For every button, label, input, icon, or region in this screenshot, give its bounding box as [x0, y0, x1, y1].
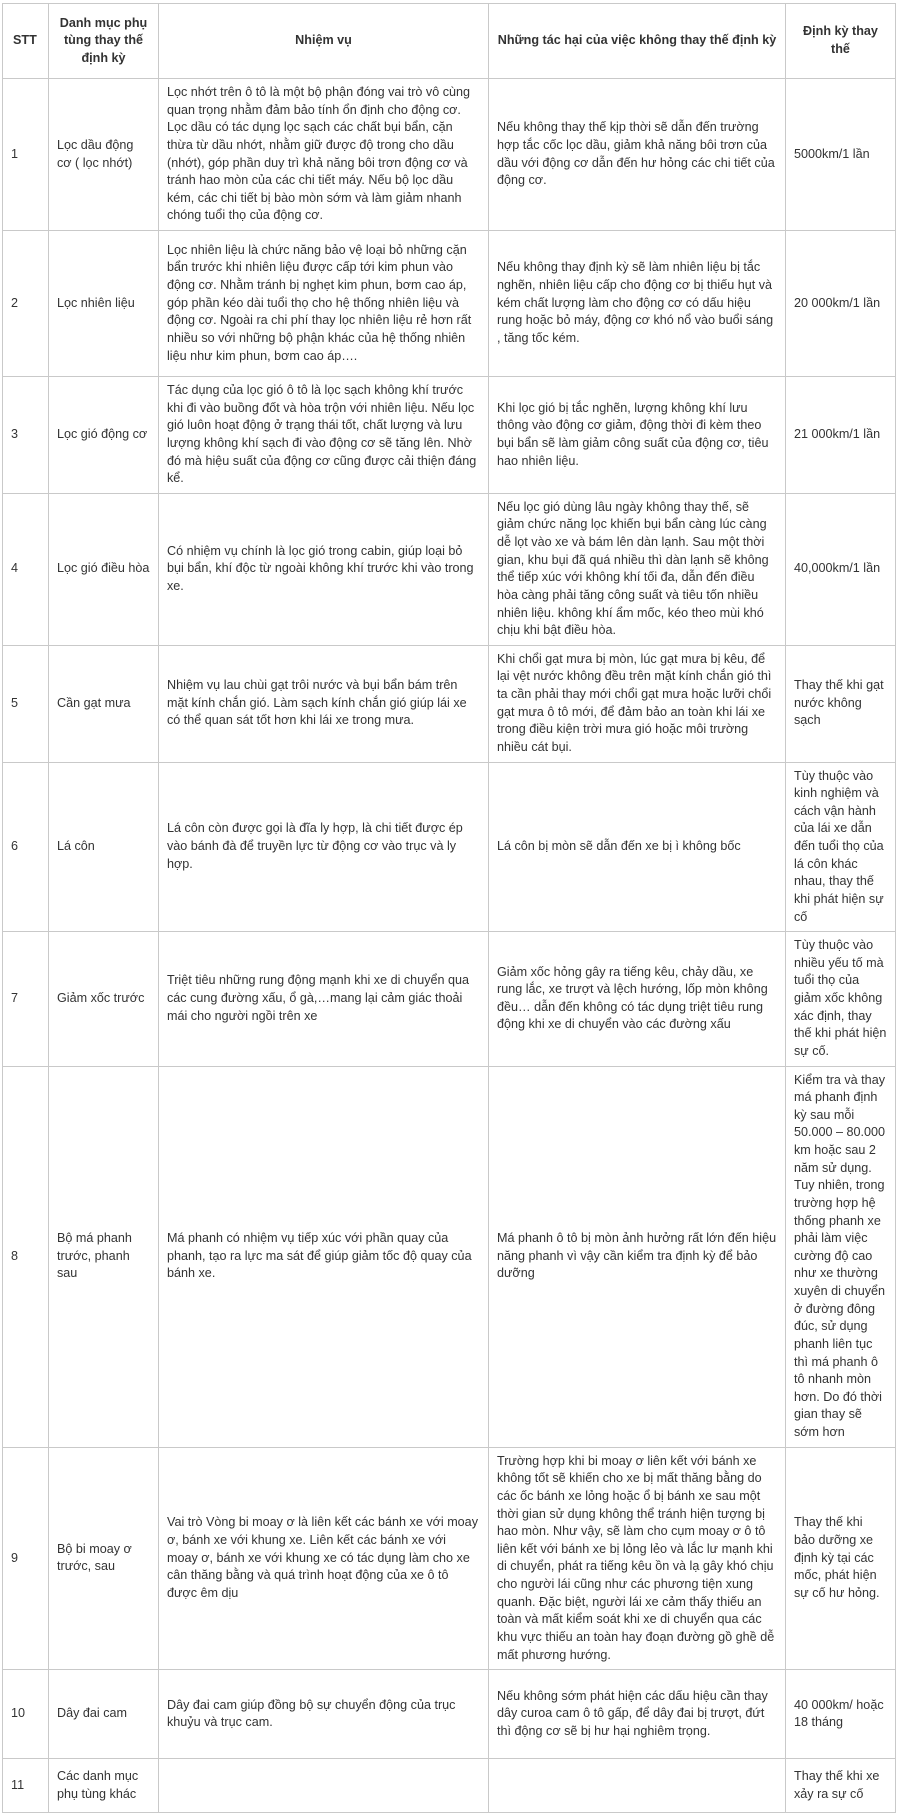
cell-stt: 6	[3, 762, 49, 932]
table-body	[3, 79, 896, 1813]
header-period: Định kỳ thay thế	[786, 4, 896, 79]
cell-stt: 4	[3, 493, 49, 645]
cell-period: 21 000km/1 lần	[786, 377, 896, 494]
cell-period: Thay thế khi gạt nước không sạch	[786, 645, 896, 762]
cell-period: Kiểm tra và thay má phanh định kỳ sau mỗi 50.000 – 80.000 km hoặc sau 2 năm sử dụng. Tuy nhiên, trong trường hợp hệ thống phanh xe phải làm việc cường độ cao như xe thường xuyên di chuyển ở đường đông đúc, sử dụng phanh liên tục thì má phanh ô tô nhanh mòn hơn. Do đó thời gian thay sẽ sớm hơn	[786, 1066, 896, 1447]
cell-period: 20 000km/1 lần	[786, 231, 896, 377]
cell-harm	[489, 1759, 786, 1813]
cell-stt: 11	[3, 1759, 49, 1813]
cell-period: 5000km/1 lần	[786, 79, 896, 231]
header-stt: STT	[3, 4, 49, 79]
cell-task: Có nhiệm vụ chính là lọc gió trong cabin, giúp loại bỏ bụi bẩn, khí độc từ ngoài không khí trước khi vào trong xe.	[159, 493, 489, 645]
cell-part: Cần gạt mưa	[49, 645, 159, 762]
header-row	[3, 4, 896, 79]
cell-period: Thay thế khi xe xảy ra sự cố	[786, 1759, 896, 1813]
cell-part: Dây đai cam	[49, 1670, 159, 1759]
table-row	[3, 932, 896, 1066]
cell-harm: Nếu không sớm phát hiện các dấu hiệu cần thay dây curoa cam ô tô gấp, để dây đai bị trượt, đứt thì động cơ sẽ bị hư hại nghiêm trọng.	[489, 1670, 786, 1759]
header-part: Danh mục phụ tùng thay thế định kỳ	[49, 4, 159, 79]
cell-harm: Khi lọc gió bị tắc nghẽn, lượng không khí lưu thông vào động cơ giảm, động thời đi kèm theo bụi bẩn sẽ làm giảm công suất của động cơ, tiêu hao nhiên liệu.	[489, 377, 786, 494]
cell-task: Lọc nhớt trên ô tô là một bộ phận đóng vai trò vô cùng quan trọng nhằm đảm bảo tính ổn định cho động cơ. Lọc dầu có tác dụng lọc sạch các chất bụi bẩn, cặn thừa từ dầu nhớt, nhằm giữ được độ trong cho dầu (nhớt), góp phần duy trì khả năng bôi trơn động cơ và tránh hao mòn của các chi tiết máy. Nếu bộ lọc dầu kém, các chi tiết bị bào mòn sớm và làm giảm nhanh chóng tuổi thọ của động cơ.	[159, 79, 489, 231]
cell-stt: 1	[3, 79, 49, 231]
cell-period: Tùy thuộc vào nhiều yếu tố mà tuổi thọ của giảm xốc không xác định, thay thế khi phát hiện sự cố.	[786, 932, 896, 1066]
cell-harm: Má phanh ô tô bị mòn ảnh hưởng rất lớn đến hiệu năng phanh vì vậy cần kiểm tra định kỳ để bảo dưỡng	[489, 1066, 786, 1447]
table-row	[3, 1759, 896, 1813]
table-row	[3, 231, 896, 377]
cell-task	[159, 1759, 489, 1813]
cell-stt: 2	[3, 231, 49, 377]
cell-part: Bộ má phanh trước, phanh sau	[49, 1066, 159, 1447]
cell-stt: 5	[3, 645, 49, 762]
cell-period: 40,000km/1 lần	[786, 493, 896, 645]
cell-stt: 8	[3, 1066, 49, 1447]
cell-harm: Nếu lọc gió dùng lâu ngày không thay thế, sẽ giảm chức năng lọc khiến bụi bẩn càng lúc càng dễ lọt vào xe và bám lên dàn lạnh. Sau một thời gian, khu bụi đã quá nhiều thì dàn lạnh sẽ không thể tiếp xúc với không khí tối đa, dẫn đến điều hòa càng phải tăng công suất và tiêu tốn nhiều nhiên liệu. không khí ẩm mốc, kéo theo mùi khó chịu khi bật điều hòa.	[489, 493, 786, 645]
cell-part: Giảm xốc trước	[49, 932, 159, 1066]
cell-task: Lọc nhiên liệu là chức năng bảo vệ loại bỏ những cặn bẩn trước khi nhiên liệu được cấp tới kim phun vào động cơ. Nhằm tránh bị nghẹt kim phun, bơm cao áp, góp phần kéo dài tuổi thọ cho hệ thống nhiên liệu và động cơ. Ngoài ra chi phí thay lọc nhiên liệu rẻ hơn rất nhiều so với những bộ phận khác của hệ thống nhiên liệu như kim phun, bơm cao áp….	[159, 231, 489, 377]
cell-part: Lọc nhiên liệu	[49, 231, 159, 377]
table-row	[3, 79, 896, 231]
cell-stt: 10	[3, 1670, 49, 1759]
header-task: Nhiệm vụ	[159, 4, 489, 79]
cell-task: Má phanh có nhiệm vụ tiếp xúc với phần quay của phanh, tạo ra lực ma sát để giúp giảm tốc độ quay của bánh xe.	[159, 1066, 489, 1447]
cell-task: Lá côn còn được gọi là đĩa ly hợp, là chi tiết được ép vào bánh đà để truyền lực từ động cơ vào trục và ly hợp.	[159, 762, 489, 932]
table-row	[3, 1670, 896, 1759]
cell-task: Nhiệm vụ lau chùi gạt trôi nước và bụi bẩn bám trên mặt kính chắn gió. Làm sạch kính chắn gió giúp lái xe có thể quan sát tốt hơn khi lái xe trong mưa.	[159, 645, 489, 762]
cell-task: Tác dụng của lọc gió ô tô là lọc sạch không khí trước khi đi vào buồng đốt và hòa trộn với nhiên liệu. Nếu lọc gió luôn hoạt động ở trạng thái tốt, chất lượng và lưu lượng không khí sạch đi vào động cơ sẽ tăng lên. Nhờ đó mà hiệu suất của động cơ cũng được cải thiện đáng kể.	[159, 377, 489, 494]
header-harm: Những tác hại của việc không thay thế định kỳ	[489, 4, 786, 79]
cell-part: Lọc gió động cơ	[49, 377, 159, 494]
table-row	[3, 1066, 896, 1447]
table-row	[3, 1447, 896, 1670]
table-row	[3, 377, 896, 494]
cell-stt: 3	[3, 377, 49, 494]
cell-harm: Nếu không thay thế kịp thời sẽ dẫn đến trường hợp tắc cốc lọc dầu, giảm khả năng bôi trơn của dầu với động cơ dẫn đến hư hỏng các chi tiết của động cơ.	[489, 79, 786, 231]
cell-period: Tùy thuộc vào kinh nghiệm và cách vận hành của lái xe dẫn đến tuổi thọ của lá côn khác nhau, thay thế khi phát hiện sự cố	[786, 762, 896, 932]
cell-part: Lá côn	[49, 762, 159, 932]
cell-harm: Lá côn bị mòn sẽ dẫn đến xe bị ì không bốc	[489, 762, 786, 932]
cell-harm: Khi chổi gạt mưa bị mòn, lúc gạt mưa bị kêu, để lại vệt nước không đều trên mặt kính chắn gió thì ta cần phải thay mới chổi gạt mưa hoặc lưỡi chổi gạt mưa ô tô mới, để đảm bảo an toàn khi lái xe trong điều kiện trời mưa gió hoặc môi trường nhiều cát bụi.	[489, 645, 786, 762]
cell-part: Lọc dầu động cơ ( lọc nhớt)	[49, 79, 159, 231]
cell-part: Lọc gió điều hòa	[49, 493, 159, 645]
cell-period: 40 000km/ hoặc 18 tháng	[786, 1670, 896, 1759]
maintenance-parts-table	[2, 3, 896, 1813]
cell-task: Vai trò Vòng bi moay ơ là liên kết các bánh xe với moay ơ, bánh xe với khung xe. Liên kết các bánh xe với moay ơ, bánh xe với khung xe có tác dụng làm cho xe cân thăng bằng và quá trình hoạt động của xe ô tô được êm dịu	[159, 1447, 489, 1670]
table-row	[3, 762, 896, 932]
table-row	[3, 493, 896, 645]
cell-part: Các danh mục phụ tùng khác	[49, 1759, 159, 1813]
table-row	[3, 645, 896, 762]
cell-harm: Trường hợp khi bi moay ơ liên kết với bánh xe không tốt sẽ khiến cho xe bị mất thăng bằng do các ốc bánh xe lỏng hoặc ổ bị bánh xe sau một thời gian sử dụng không thể tránh hiện tượng bị hao mòn. Như vậy, sẽ làm cho cụm moay ơ ô tô liên kết với bánh xe bị lỏng lẻo và lắc lư mạnh khi di chuyển, phát ra tiếng kêu ồn và lạ gây khó chịu cho người lái cũng như các phương tiện xung quanh. Đặc biệt, người lái xe cảm thấy thiếu an toàn và mất kiểm soát khi xe di chuyển qua các khu vực thiếu an toàn hay đoạn đường gồ ghề dễ mất phương hướng.	[489, 1447, 786, 1670]
cell-harm: Nếu không thay định kỳ sẽ làm nhiên liệu bị tắc nghẽn, nhiên liệu cấp cho động cơ bị thiếu hụt và kém chất lượng làm cho động cơ có dấu hiệu rung hoặc bỏ máy, động cơ khó nổ vào buổi sáng , tăng tốc kém.	[489, 231, 786, 377]
cell-stt: 7	[3, 932, 49, 1066]
cell-task: Triệt tiêu những rung động mạnh khi xe di chuyển qua các cung đường xấu, ổ gà,…mang lại cảm giác thoải mái cho người ngồi trên xe	[159, 932, 489, 1066]
cell-period: Thay thế khi bảo dưỡng xe định kỳ tại các mốc, phát hiện sự cố hư hỏng.	[786, 1447, 896, 1670]
cell-harm: Giảm xốc hỏng gây ra tiếng kêu, chảy dầu, xe rung lắc, xe trượt và lệch hướng, lốp mòn không đều… dẫn đến không có tác dụng triệt tiêu rung động khi xe di chuyển vào các đường xấu	[489, 932, 786, 1066]
cell-part: Bộ bi moay ơ trước, sau	[49, 1447, 159, 1670]
cell-task: Dây đai cam giúp đồng bộ sự chuyển động của trục khuỷu và trục cam.	[159, 1670, 489, 1759]
cell-stt: 9	[3, 1447, 49, 1670]
table-header	[3, 4, 896, 79]
